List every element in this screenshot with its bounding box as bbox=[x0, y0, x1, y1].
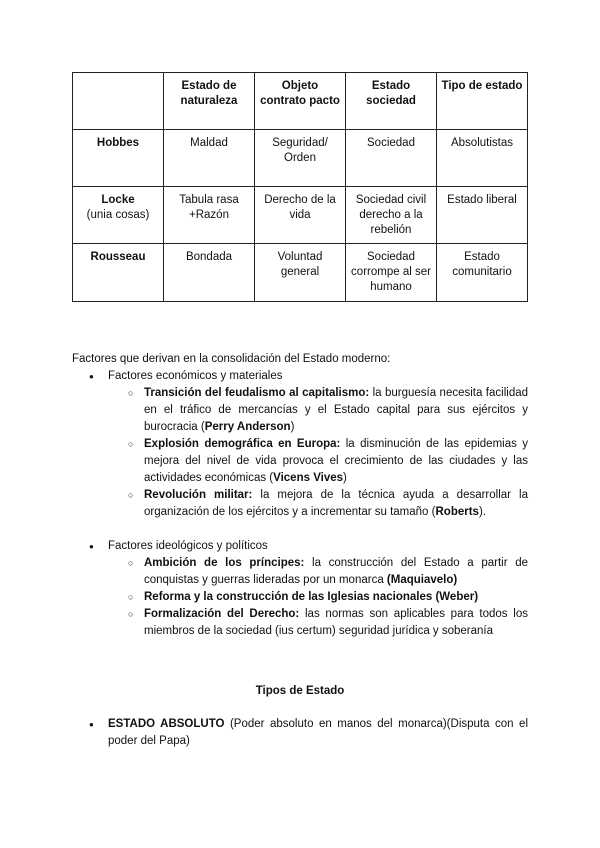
list-item: ● Factores ideológicos y políticos bbox=[72, 538, 528, 555]
tipos-heading: Tipos de Estado bbox=[255, 685, 345, 697]
table-header-cell: Estado de naturaleza bbox=[164, 73, 255, 130]
list-item bbox=[72, 555, 528, 589]
row-header-locke bbox=[73, 187, 164, 244]
table-header-row bbox=[73, 73, 528, 130]
list-item bbox=[72, 589, 528, 606]
table-cell: Bondada bbox=[164, 244, 255, 302]
factores-intro: Factores que derivan en la consolidación del Estado moderno: bbox=[72, 353, 391, 365]
list-item bbox=[72, 487, 528, 521]
list-item bbox=[72, 385, 528, 436]
table-cell: Voluntad general bbox=[255, 244, 346, 302]
item-term: Explosión demográfica en Europa: bbox=[144, 438, 341, 450]
item-text: las normas son aplicables para todos los miembros de la sociedad (ius certum) seguridad jurídica y soberanía bbox=[144, 608, 528, 637]
table-cell: Maldad bbox=[164, 130, 255, 187]
table-row bbox=[73, 187, 528, 244]
item-text: la disminución de las epidemias y mejora del nivel de vida provoca el crecimiento de las ciudades y las actividades económicas ( bbox=[144, 438, 528, 484]
table-row bbox=[73, 130, 528, 187]
table-header-cell: Objeto contrato pacto bbox=[255, 73, 346, 130]
list-item bbox=[72, 606, 528, 640]
item-end: ) bbox=[290, 421, 295, 433]
table-cell: Absolutistas bbox=[437, 130, 528, 187]
tipos-section bbox=[72, 716, 528, 750]
list-item bbox=[72, 436, 528, 487]
row-header-hobbes bbox=[73, 130, 164, 187]
list-item bbox=[72, 716, 528, 750]
list-item: ● Factores económicos y materiales bbox=[72, 368, 528, 385]
item-term: Ambición de los príncipes: bbox=[144, 557, 305, 569]
table-header-cell bbox=[73, 73, 164, 130]
table-cell: Sociedad corrompe al ser humano bbox=[346, 244, 437, 302]
item-author: Roberts bbox=[435, 506, 479, 518]
table-cell: Sociedad civil derecho a la rebelión bbox=[346, 187, 437, 244]
item-text: la mejora de la técnica ayuda a desarrollar la organización de los ejércitos y a incrementar su tamaño ( bbox=[144, 489, 528, 518]
table-cell: Estado liberal bbox=[437, 187, 528, 244]
factores-list bbox=[72, 368, 528, 640]
item-term: ESTADO ABSOLUTO bbox=[108, 718, 225, 730]
item-end: ) bbox=[343, 472, 347, 484]
table-cell: Derecho de la vida bbox=[255, 187, 346, 244]
item-term: Reforma y la construcción de las Iglesias nacionales (Weber) bbox=[144, 591, 479, 603]
table-row bbox=[73, 244, 528, 302]
row-name: Hobbes bbox=[96, 137, 140, 149]
factores-section bbox=[72, 351, 528, 640]
table-cell: Estado comunitario bbox=[437, 244, 528, 302]
item-text: (Poder absoluto en manos del monarca)(Disputa con el poder del Papa) bbox=[108, 718, 528, 747]
table-cell: Tabula rasa +Razón bbox=[164, 187, 255, 244]
row-subtitle: (unia cosas) bbox=[86, 209, 150, 221]
table-cell: Seguridad/ Orden bbox=[255, 130, 346, 187]
tipos-list bbox=[72, 716, 528, 750]
spacer bbox=[72, 521, 528, 538]
table-header-cell: Estado sociedad bbox=[346, 73, 437, 130]
table-header-cell: Tipo de estado bbox=[437, 73, 528, 130]
item-author: Vicens Vives bbox=[273, 472, 344, 484]
item-author: (Maquiavelo) bbox=[386, 574, 458, 586]
row-name: Rousseau bbox=[90, 251, 146, 263]
item-term: Revolución militar: bbox=[144, 489, 253, 501]
item-text: la burguesía necesita facilidad en el tráfico de mercancías y el Estado capital para sus ejércitos y burocracia ( bbox=[144, 387, 528, 433]
row-header-rousseau bbox=[73, 244, 164, 302]
row-name: Locke bbox=[101, 194, 135, 206]
item-text: la construcción del Estado a partir de conquistas y guerras lideradas por un monarca bbox=[144, 557, 528, 586]
item-end: ). bbox=[478, 506, 486, 518]
item-term: Transición del feudalismo al capitalismo: bbox=[144, 387, 370, 399]
item-author: Perry Anderson bbox=[204, 421, 291, 433]
item-term: Formalización del Derecho: bbox=[144, 608, 300, 620]
comparison-table bbox=[72, 72, 528, 302]
table-cell: Sociedad bbox=[346, 130, 437, 187]
